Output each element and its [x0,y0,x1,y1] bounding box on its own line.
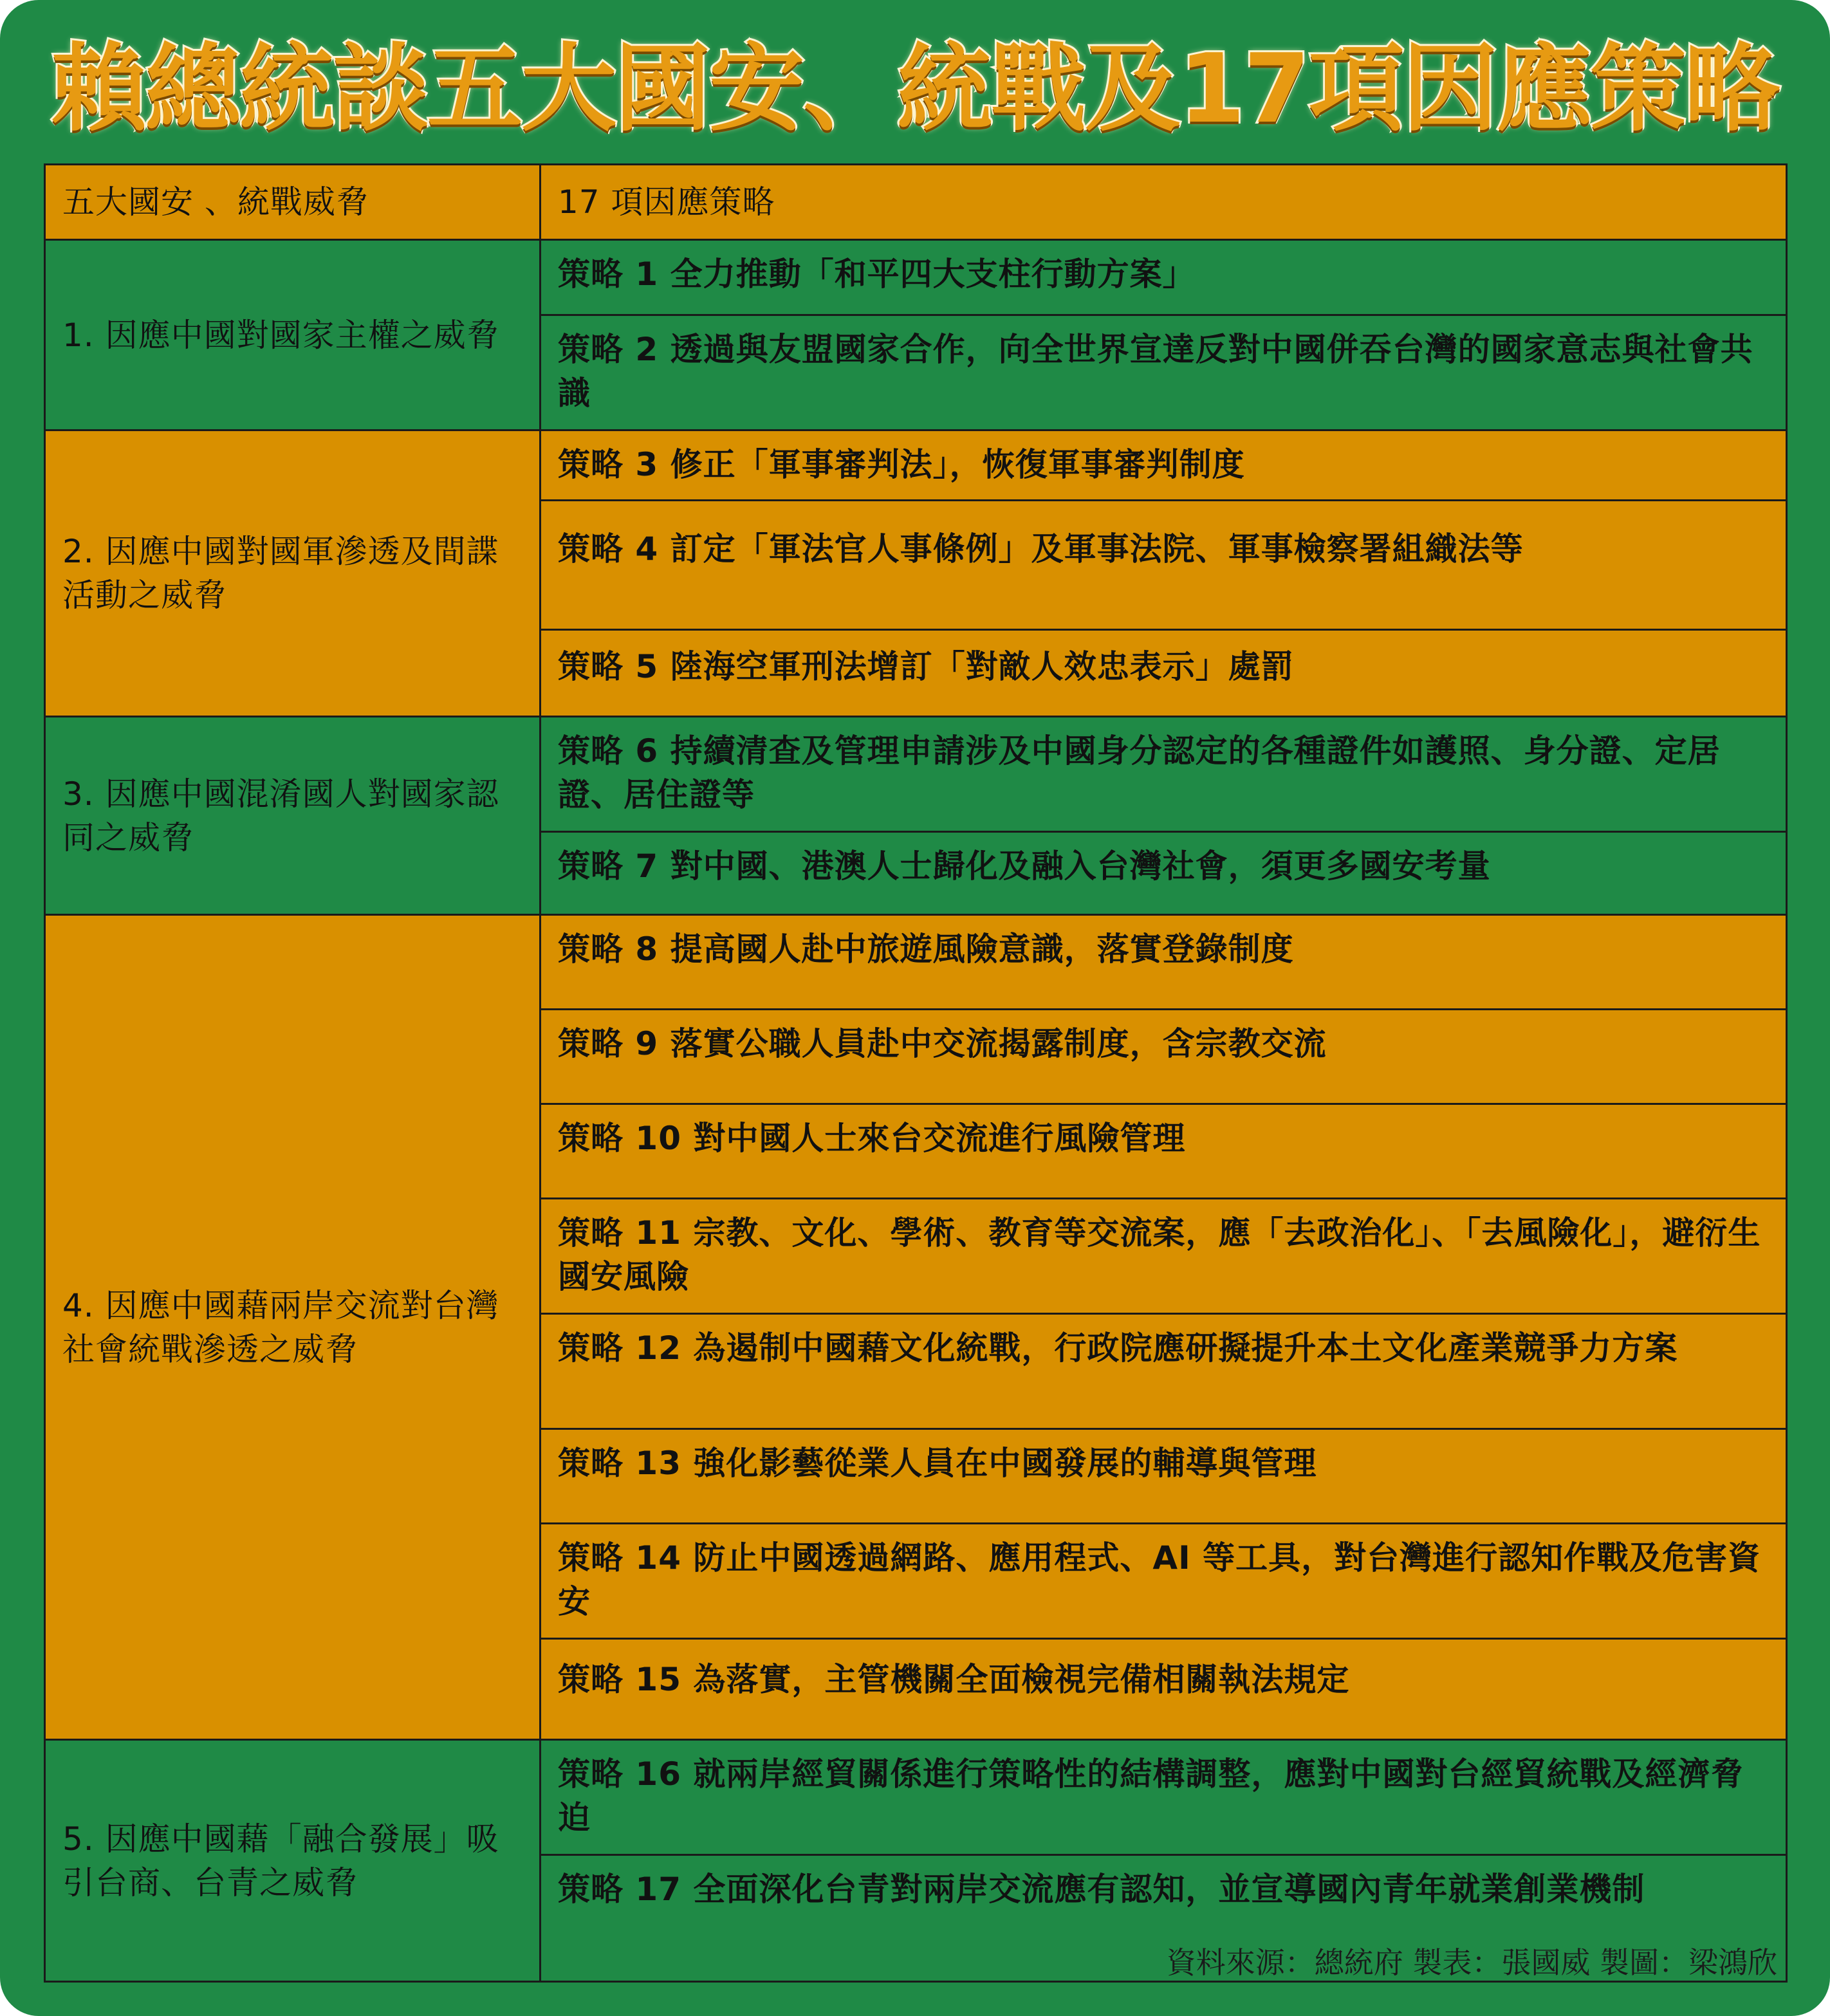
table-row [45,915,1787,1010]
strategy-9: 策略 9 落實公職人員赴中交流揭露制度，含宗教交流 [541,1010,1787,1104]
threat-4: 4. 因應中國藉兩岸交流對台灣社會統戰滲透之威脅 [45,915,541,1740]
strategy-15: 策略 15 為落實，主管機關全面檢視完備相關執法規定 [541,1639,1787,1740]
strategy-4: 策略 4 訂定「軍法官人事條例」及軍事法院、軍事檢察署組織法等 [541,501,1787,630]
strategy-12: 策略 12 為遏制中國藉文化統戰，行政院應研擬提升本土文化產業競爭力方案 [541,1314,1787,1429]
threat-2: 2. 因應中國對國軍滲透及間諜活動之威脅 [45,430,541,717]
strategy-17: 策略 17 全面深化台青對兩岸交流應有認知，並宣導國內青年就業創業機制 [541,1855,1787,1982]
strategy-2: 策略 2 透過與友盟國家合作，向全世界宣達反對中國併吞台灣的國家意志與社會共識 [541,315,1787,430]
threat-1: 1. 因應中國對國家主權之威脅 [45,240,541,430]
header-threats: 五大國安 、統戰威脅 [45,165,541,240]
table-row [45,1740,1787,1855]
source-credit: 資料來源：總統府 製表：張國威 製圖：梁鴻欣 [1166,1945,1777,1980]
strategy-16: 策略 16 就兩岸經貿關係進行策略性的結構調整，應對中國對台經貿統戰及經濟脅迫 [541,1740,1787,1855]
table-row [45,240,1787,315]
strategy-14: 策略 14 防止中國透過網路、應用程式、AI 等工具，對台灣進行認知作戰及危害資安 [541,1524,1787,1639]
strategy-3: 策略 3 修正「軍事審判法」，恢復軍事審判制度 [541,430,1787,501]
strategy-8: 策略 8 提高國人赴中旅遊風險意識，落實登錄制度 [541,915,1787,1010]
strategy-13: 策略 13 強化影藝從業人員在中國發展的輔導與管理 [541,1429,1787,1524]
strategy-10: 策略 10 對中國人士來台交流進行風險管理 [541,1104,1787,1199]
strategy-1: 策略 1 全力推動「和平四大支柱行動方案」 [541,240,1787,315]
strategy-5: 策略 5 陸海空軍刑法增訂「對敵人效忠表示」處罰 [541,630,1787,717]
table-row [45,717,1787,832]
threat-5: 5. 因應中國藉「融合發展」吸引台商、台青之威脅 [45,1740,541,1982]
header-strategies: 17 項因應策略 [541,165,1787,240]
table-row [45,430,1787,501]
strategy-6: 策略 6 持續清查及管理申請涉及中國身分認定的各種證件如護照、身分證、定居證、居住證等 [541,717,1787,832]
strategy-table [44,163,1788,1983]
page-title: 賴總統談五大國安、統戰及17項因應策略 [51,33,1779,144]
strategy-11: 策略 11 宗教、文化、學術、教育等交流案，應「去政治化」、「去風險化」，避衍生國安風險 [541,1199,1787,1314]
threat-3: 3. 因應中國混淆國人對國家認同之威脅 [45,717,541,915]
strategy-7: 策略 7 對中國、港澳人士歸化及融入台灣社會，須更多國安考量 [541,832,1787,915]
table-header-row [45,165,1787,240]
